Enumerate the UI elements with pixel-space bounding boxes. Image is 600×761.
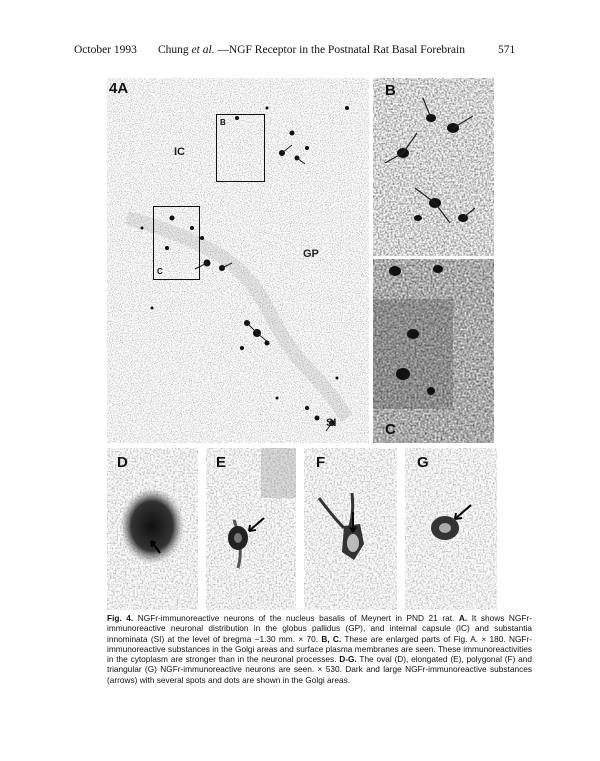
- panel-g-micrograph: [405, 448, 497, 610]
- header-running-title: —NGF Receptor in the Postnatal Rat Basal Forebrain: [214, 44, 465, 56]
- figure-panel-f: [304, 448, 397, 610]
- caption-label-a: A.: [458, 613, 468, 623]
- panel-d-label: D: [117, 454, 128, 471]
- region-label-gp: GP: [303, 248, 319, 260]
- panel-d-micrograph: [107, 448, 198, 610]
- figure-panel-g: [405, 448, 497, 610]
- panel-g-label: G: [417, 454, 429, 471]
- caption-text-1: NGFr-immunoreactive neurons of the nucleus basalis of Meynert in PND 21 rat.: [133, 613, 459, 623]
- panel-f-micrograph: [304, 448, 397, 610]
- header-date: October 1993: [74, 44, 137, 56]
- caption-text-3: These are enlarged parts of Fig. A. × 180. NGFr-immunoreactive substances in the Golgi areas and surface plasma membranes are seen. These immunoreactivities in the cytoplasm are stronger than in the neuronal processes.: [107, 633, 533, 665]
- inset-box-b-label: B: [220, 118, 226, 127]
- caption-text-2: It shows NGFr-immunoreactive neuronal distribution in the globus pallidus (GP), and internal capsule (IC) and substantia innominata (SI) at the level of bregma −1.30 mm. × 70.: [107, 613, 532, 644]
- panel-a-label: 4A: [109, 80, 129, 97]
- figure-panel-d: [107, 448, 198, 610]
- figure-panel-a: [107, 78, 369, 443]
- caption-text-4: The oval (D), elongated (E), polygonal (F) and triangular (G) NGFr-immunoreactive neurons are seen. × 530. Dark and large NGFr-immunoreactive substances (arrows) with several spots and dots are shown in the Golgi areas.: [107, 654, 533, 685]
- figure-panel-c: [373, 259, 494, 443]
- panel-e-micrograph: [206, 448, 296, 610]
- panel-b-micrograph: [373, 78, 494, 256]
- panel-c-label: C: [385, 421, 396, 438]
- region-label-ic: IC: [174, 146, 185, 158]
- figure-panel-b: [373, 78, 494, 256]
- panel-b-label: B: [385, 82, 396, 99]
- header-title: [158, 44, 465, 56]
- panel-c-micrograph: [373, 259, 494, 443]
- caption-figure-number: Fig. 4.: [107, 613, 134, 623]
- header-author-suffix: et al.: [188, 44, 215, 56]
- figure-caption: [107, 613, 532, 685]
- panel-e-label: E: [216, 454, 227, 471]
- caption-label-dg: D-G.: [339, 654, 357, 665]
- header-page-number: 571: [498, 44, 516, 56]
- figure-panel-e: [206, 448, 296, 610]
- inset-box-c-label: C: [157, 267, 163, 276]
- panel-f-label: F: [316, 454, 326, 471]
- region-label-si: SI: [326, 417, 337, 429]
- header-author: Chung: [158, 44, 189, 56]
- caption-label-bc: B, C.: [321, 633, 342, 644]
